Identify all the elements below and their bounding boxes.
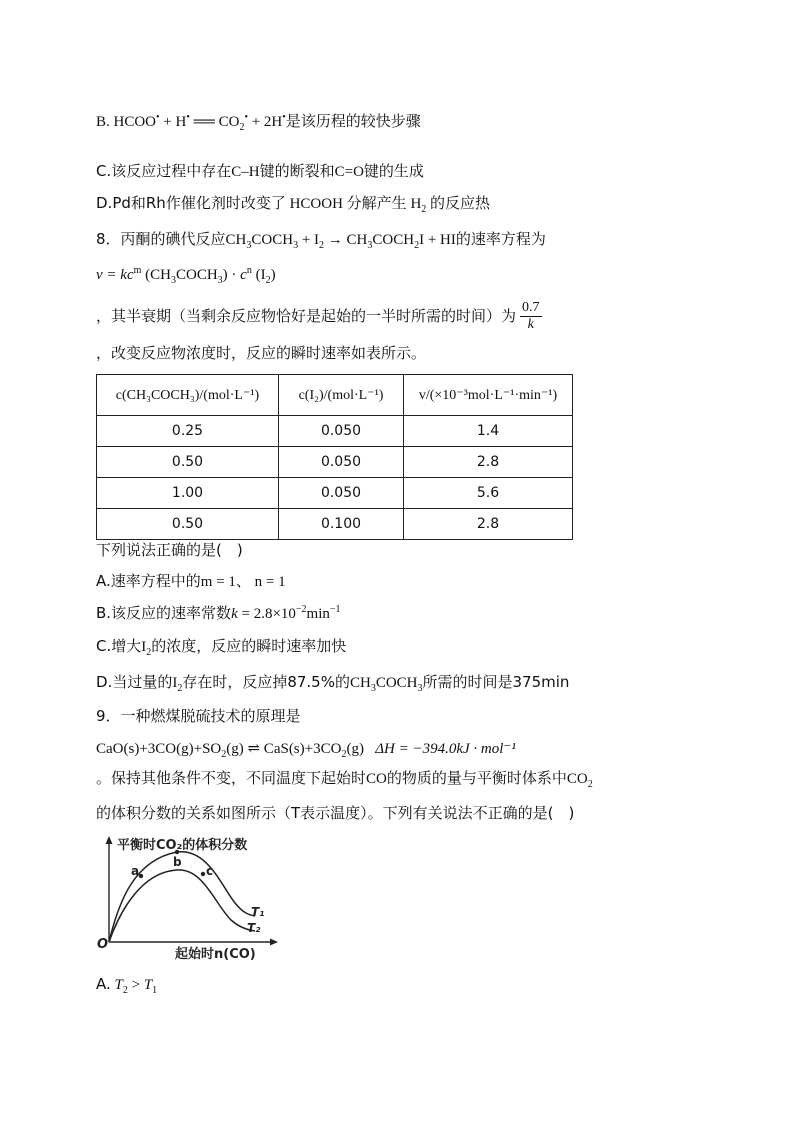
q7-option-b-equation: • + H• ══ $CO_2^• + 2H^•$ bbox=[156, 112, 286, 133]
q9-equation: $CaO(s)+3CO(g)+SO_2(g)$ ⇌ $CaS(s)+3CO_2(g) \Delta H = -394.0kJ \cdot mol^{-1}$ bbox=[96, 741, 516, 760]
q7-option-d bbox=[96, 193, 490, 214]
table-row bbox=[97, 478, 573, 509]
q8-stem-line3 bbox=[96, 300, 542, 333]
q9-co2: $CO_2$ bbox=[566, 771, 593, 790]
x-axis-arrow bbox=[270, 939, 278, 946]
rate-table bbox=[96, 374, 573, 540]
q8-option-c bbox=[96, 636, 346, 657]
q7-option-c-text3: 键的生成 bbox=[363, 162, 424, 180]
origin-label: O bbox=[97, 937, 109, 952]
curve-t1-label: T₁ bbox=[251, 905, 265, 919]
curve-t2 bbox=[109, 870, 255, 942]
table-header-acetone: c(CH₃COCH₃)/(mol·L⁻¹) bbox=[97, 375, 279, 416]
table-header-rate: v/(×10⁻³mol·L⁻¹·min⁻¹) bbox=[404, 375, 573, 416]
q7-option-c-text2: 键的断裂和 bbox=[259, 162, 335, 180]
q7-option-c bbox=[96, 161, 424, 182]
q8-stem-text3: ，其半衰期（当剩余反应物恰好是起始的一半时所需的时间）为 bbox=[96, 307, 517, 325]
table-header-row bbox=[97, 375, 573, 416]
q9-figure bbox=[95, 830, 315, 965]
q9-delta-h: ΔH = −394.0kJ · mol⁻¹ bbox=[375, 741, 516, 757]
q8-option-d bbox=[96, 672, 569, 693]
y-axis-label: 平衡时CO₂的体积分数 bbox=[117, 838, 248, 853]
q9-stem-line2 bbox=[96, 768, 593, 789]
q8-half-life-den: k bbox=[527, 317, 534, 332]
q9-option-a bbox=[96, 974, 157, 995]
table-cell: 0.050 bbox=[279, 416, 404, 447]
table-cell: 0.050 bbox=[279, 447, 404, 478]
x-axis-label: 起始时n(CO) bbox=[175, 947, 256, 962]
q8-option-d-i2: $I_2$ bbox=[172, 675, 183, 694]
q8-question: 下列说法正确的是( ) bbox=[96, 541, 243, 559]
point-a bbox=[139, 874, 143, 878]
q7-option-d-text2: 分解产生 bbox=[346, 194, 407, 212]
table-cell: 0.050 bbox=[279, 478, 404, 509]
q8-option-d-text2: 存在时，反应掉87.5%的 bbox=[182, 673, 350, 691]
q7-option-b bbox=[96, 111, 421, 132]
point-a-label: a bbox=[131, 864, 140, 878]
table-header-iodine: c(I₂)/(mol·L⁻¹) bbox=[279, 375, 404, 416]
q8-half-life-num: 0.7 bbox=[522, 300, 540, 315]
q8-stem-text2: 的速率方程为 bbox=[455, 230, 546, 248]
point-c-label: c bbox=[206, 864, 214, 878]
q8-option-d-text3: 所需的时间是375min bbox=[422, 673, 570, 691]
table-cell: 0.25 bbox=[97, 416, 279, 447]
table-cell: 1.00 bbox=[97, 478, 279, 509]
q8-reaction: $CH_3COCH_3 + I_2$ → $CH_3COCH_2I$ + HI bbox=[225, 232, 456, 251]
q8-stem-line1 bbox=[96, 229, 546, 250]
q8-rate-eq-prefix: v = kc bbox=[96, 267, 134, 283]
q9-option-a-math: $T_2 > T_1$ bbox=[114, 977, 158, 996]
q7-option-d-formula: HCOOH bbox=[285, 196, 347, 212]
q8-option-a bbox=[96, 571, 286, 592]
q9-co: CO bbox=[366, 771, 387, 787]
point-b-label: b bbox=[173, 855, 182, 869]
q7-option-d-text3: 的反应热 bbox=[430, 194, 491, 212]
table-cell: 2.8 bbox=[404, 447, 573, 478]
table-cell: 1.4 bbox=[404, 416, 573, 447]
q7-option-b-prefix: B. HCOO bbox=[96, 114, 157, 130]
q8-option-d-acetone: $CH_3COCH_3$ bbox=[349, 675, 423, 694]
q8-option-b bbox=[96, 603, 341, 624]
q8-option-c-i2: $I_2$ bbox=[141, 639, 152, 658]
q7-option-c-text1: C.该反应过程中存在 bbox=[96, 162, 232, 180]
table-cell: 5.6 bbox=[404, 478, 573, 509]
q8-option-b-math: $k = 2.8\times 10^{-2}\min^{-1}$ bbox=[231, 604, 341, 622]
q9-stem-line1: 9．一种燃煤脱硫技术的原理是 bbox=[96, 707, 301, 725]
q7-option-d-h2: $H_2$ bbox=[406, 196, 427, 215]
q9-stem-line3: 的体积分数的关系如图所示（T表示温度）。下列有关说法不正确的是( ) bbox=[96, 804, 575, 822]
q9-stem-text2: 。保持其他条件不变，不同温度下起始时 bbox=[96, 769, 367, 787]
q7-option-b-suffix: 是该历程的较快步骤 bbox=[285, 112, 421, 130]
q8-option-a-text: A.速率方程中的 bbox=[96, 572, 201, 590]
q7-option-d-text1: D.Pd和Rh作催化剂时改变了 bbox=[96, 194, 286, 212]
q9-stem-text3: 的物质的量与平衡时体系中 bbox=[386, 769, 567, 787]
q8-option-d-text1: D.当过量的 bbox=[96, 673, 173, 691]
table-row bbox=[97, 447, 573, 478]
table-row bbox=[97, 416, 573, 447]
q8-option-c-text2: 的浓度，反应的瞬时速率加快 bbox=[151, 637, 347, 655]
table-cell: 0.100 bbox=[279, 509, 404, 540]
table-cell: 0.50 bbox=[97, 509, 279, 540]
q8-option-b-text: B.该反应的速率常数 bbox=[96, 604, 232, 622]
q8-option-c-text1: C.增大 bbox=[96, 637, 142, 655]
y-axis-arrow bbox=[106, 836, 113, 844]
q8-stem-line4: ，改变反应物浓度时，反应的瞬时速率如表所示。 bbox=[96, 344, 427, 362]
q9-option-a-text: A. bbox=[96, 975, 111, 993]
table-cell: 0.50 bbox=[97, 447, 279, 478]
q8-stem-text1: 8．丙酮的碘代反应 bbox=[96, 230, 226, 248]
q7-option-c-bond1: C–H bbox=[231, 164, 260, 180]
q8-rate-equation: $v = kc^m$ $(CH_3COCH_3) \cdot c^n$ $(I_2)$ bbox=[96, 265, 276, 286]
q8-half-life-fraction bbox=[520, 300, 542, 333]
table-row bbox=[97, 509, 573, 540]
q8-option-a-math: m = 1、 n = 1 bbox=[200, 574, 286, 590]
q7-option-c-bond2: C=O bbox=[334, 164, 364, 180]
table-cell: 2.8 bbox=[404, 509, 573, 540]
curve-t2-label: T₂ bbox=[247, 921, 261, 935]
point-c bbox=[201, 872, 205, 876]
